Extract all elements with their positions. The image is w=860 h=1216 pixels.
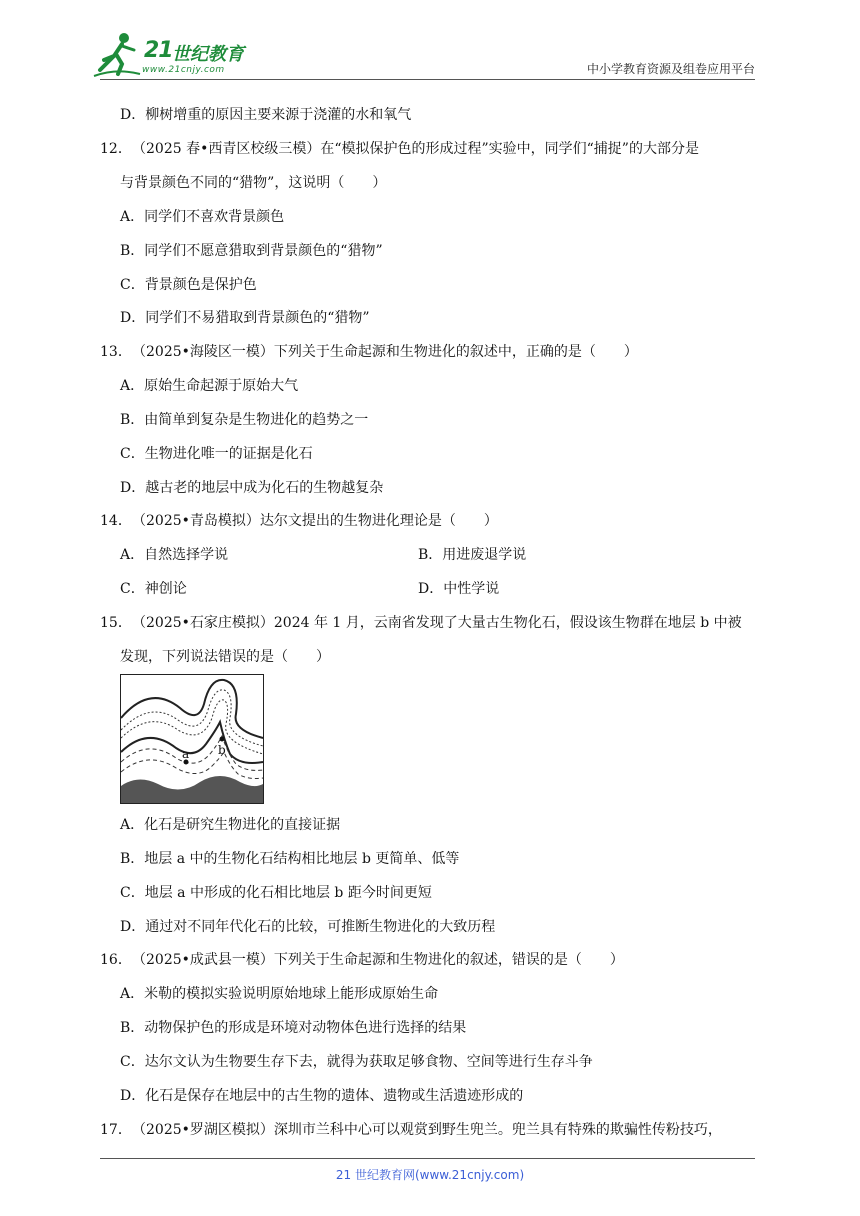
label-b: b bbox=[218, 743, 226, 757]
option-text: A．同学们不喜欢背景颜色 bbox=[120, 209, 285, 225]
footer-divider bbox=[100, 1158, 755, 1159]
option-text: A．化石是研究生物进化的直接证据 bbox=[120, 817, 341, 833]
site-logo bbox=[92, 30, 262, 80]
question-text: （2025•海陵区一模）下列关于生命起源和生物进化的叙述中，正确的是（ ） bbox=[132, 344, 638, 360]
question-text: （2025 春•西青区校级三模）在“模拟保护色的形成过程”实验中，同学们“捕捉”的大部分是 bbox=[132, 141, 699, 157]
question-number: 17． bbox=[100, 1122, 132, 1138]
option-text: D．柳树增重的原因主要来源于浇灌的水和氧气 bbox=[120, 107, 412, 123]
question-text: （2025•罗湖区模拟）深圳市兰科中心可以观赏到野生兜兰。兜兰具有特殊的欺骗性传粉技巧， bbox=[132, 1122, 722, 1138]
option-text: D．同学们不易猎取到背景颜色的“猎物” bbox=[120, 310, 370, 326]
label-a: a bbox=[182, 747, 190, 761]
option-text: D．通过对不同年代化石的比较，可推断生物进化的大致历程 bbox=[120, 919, 496, 935]
option-text: A．米勒的模拟实验说明原始地球上能形成原始生命 bbox=[120, 986, 439, 1002]
option-text: C．地层 a 中形成的化石相比地层 b 距今时间更短 bbox=[120, 885, 432, 901]
option-text: D．化石是保存在地层中的古生物的遗体、遗物或生活遗迹形成的 bbox=[120, 1088, 524, 1104]
header-divider bbox=[100, 79, 755, 80]
option-text: D．越古老的地层中成为化石的生物越复杂 bbox=[120, 480, 384, 496]
question-number: 13． bbox=[100, 344, 132, 360]
option-text: D．中性学说 bbox=[418, 581, 500, 597]
question-text: （2025•青岛模拟）达尔文提出的生物进化理论是（ ） bbox=[132, 513, 498, 529]
option-text: B．用进废退学说 bbox=[418, 547, 527, 563]
option-text: B．地层 a 中的生物化石结构相比地层 b 更简单、低等 bbox=[120, 851, 460, 867]
runner-icon bbox=[92, 30, 142, 78]
question-number: 16． bbox=[100, 952, 132, 968]
option-text: A．原始生命起源于原始大气 bbox=[120, 378, 299, 394]
question-number: 15． bbox=[100, 615, 132, 631]
question-text-cont: 发现，下列说法错误的是（ ） bbox=[120, 649, 330, 665]
logo-url: www.21cnjy.com bbox=[142, 65, 225, 75]
question-text: （2025•石家庄模拟）2024 年 1 月，云南省发现了大量古生物化石，假设该生物群在地层 b 中被 bbox=[132, 615, 742, 631]
option-text: B．由简单到复杂是生物进化的趋势之一 bbox=[120, 412, 369, 428]
option-text: C．神创论 bbox=[120, 581, 187, 597]
question-text: （2025•成武县一模）下列关于生命起源和生物进化的叙述，错误的是（ ） bbox=[132, 952, 624, 968]
point-b bbox=[220, 737, 225, 742]
option-text: C．背景颜色是保护色 bbox=[120, 277, 257, 293]
option-text: B．同学们不愿意猎取到背景颜色的“猎物” bbox=[120, 243, 383, 259]
header-platform-text: 中小学教育资源及组卷应用平台 bbox=[586, 62, 755, 76]
question-number: 12． bbox=[100, 141, 132, 157]
logo-text: 世纪教育 bbox=[172, 44, 244, 65]
option-text: A．自然选择学说 bbox=[120, 547, 229, 563]
footer-site-link[interactable]: 21 世纪教育网(www.21cnjy.com) bbox=[335, 1168, 525, 1182]
option-text: C．生物进化唯一的证据是化石 bbox=[120, 446, 313, 462]
option-text: B．动物保护色的形成是环境对动物体色进行选择的结果 bbox=[120, 1020, 467, 1036]
question-number: 14． bbox=[100, 513, 132, 529]
logo-number: 21 bbox=[144, 38, 173, 63]
option-text: C．达尔文认为生物要生存下去，就得为获取足够食物、空间等进行生存斗争 bbox=[120, 1054, 593, 1070]
question-text-cont: 与背景颜色不同的“猎物”，这说明（ ） bbox=[120, 175, 387, 191]
strata-diagram bbox=[120, 674, 264, 804]
